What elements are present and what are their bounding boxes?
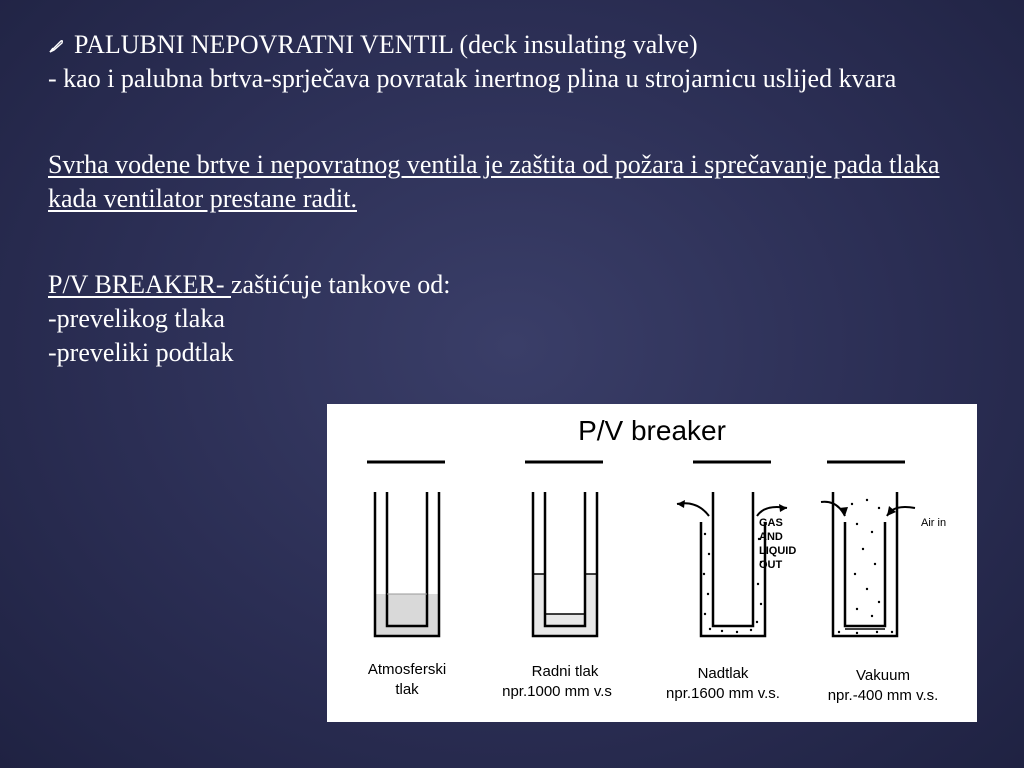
figure-title: P/V breaker xyxy=(578,415,726,446)
line-1: - kao i palubna brtva-sprječava povratak inertnog plina u strojarnicu uslijed kvara xyxy=(48,64,897,93)
pv-label: P/V BREAKER- xyxy=(48,270,231,299)
purpose-text: Svrha vodene brtve i nepovratnog ventila je zaštita od požara i sprečavanje pada tlaka kada ventilator prestane radit. xyxy=(48,150,940,213)
panel-2-label-1: Radni tlak xyxy=(531,663,599,680)
air-in-label: Air in xyxy=(921,517,947,529)
feather-pen-icon xyxy=(48,38,64,54)
panel-1-label-2: tlak xyxy=(395,681,419,698)
pv-text: zaštićuje tankove od: xyxy=(231,270,451,299)
panel-4-label-1: Vakuum xyxy=(856,667,910,684)
heading-line xyxy=(48,28,988,62)
panel-atmospheric xyxy=(367,462,446,698)
heading: PALUBNI NEPOVRATNI VENTIL (deck insulating valve) xyxy=(74,30,698,59)
gas-out-label-2: AND xyxy=(759,531,783,543)
gas-out-label-4: OUT xyxy=(759,559,783,571)
panel-4-label-2: npr.-400 mm v.s. xyxy=(827,687,939,704)
gas-out-label-3: LIQUID xyxy=(759,545,797,557)
pv-line xyxy=(48,268,988,302)
item-1: -prevelikog tlaka xyxy=(48,304,225,333)
panel-2-label-2: npr.1000 mm v.s xyxy=(502,683,612,700)
item-2: -preveliki podtlak xyxy=(48,338,234,367)
panel-working xyxy=(502,462,612,700)
panel-overpressure xyxy=(666,462,796,702)
slide-text xyxy=(48,28,988,370)
panel-vacuum xyxy=(821,462,946,704)
pv-breaker-figure xyxy=(327,404,977,722)
panel-1-label-1: Atmosferski xyxy=(367,661,447,678)
panel-3-label-2: npr.1600 mm v.s. xyxy=(666,685,780,702)
panel-3-label-1: Nadtlak xyxy=(697,665,749,682)
gas-out-label-1: GAS xyxy=(759,517,783,529)
